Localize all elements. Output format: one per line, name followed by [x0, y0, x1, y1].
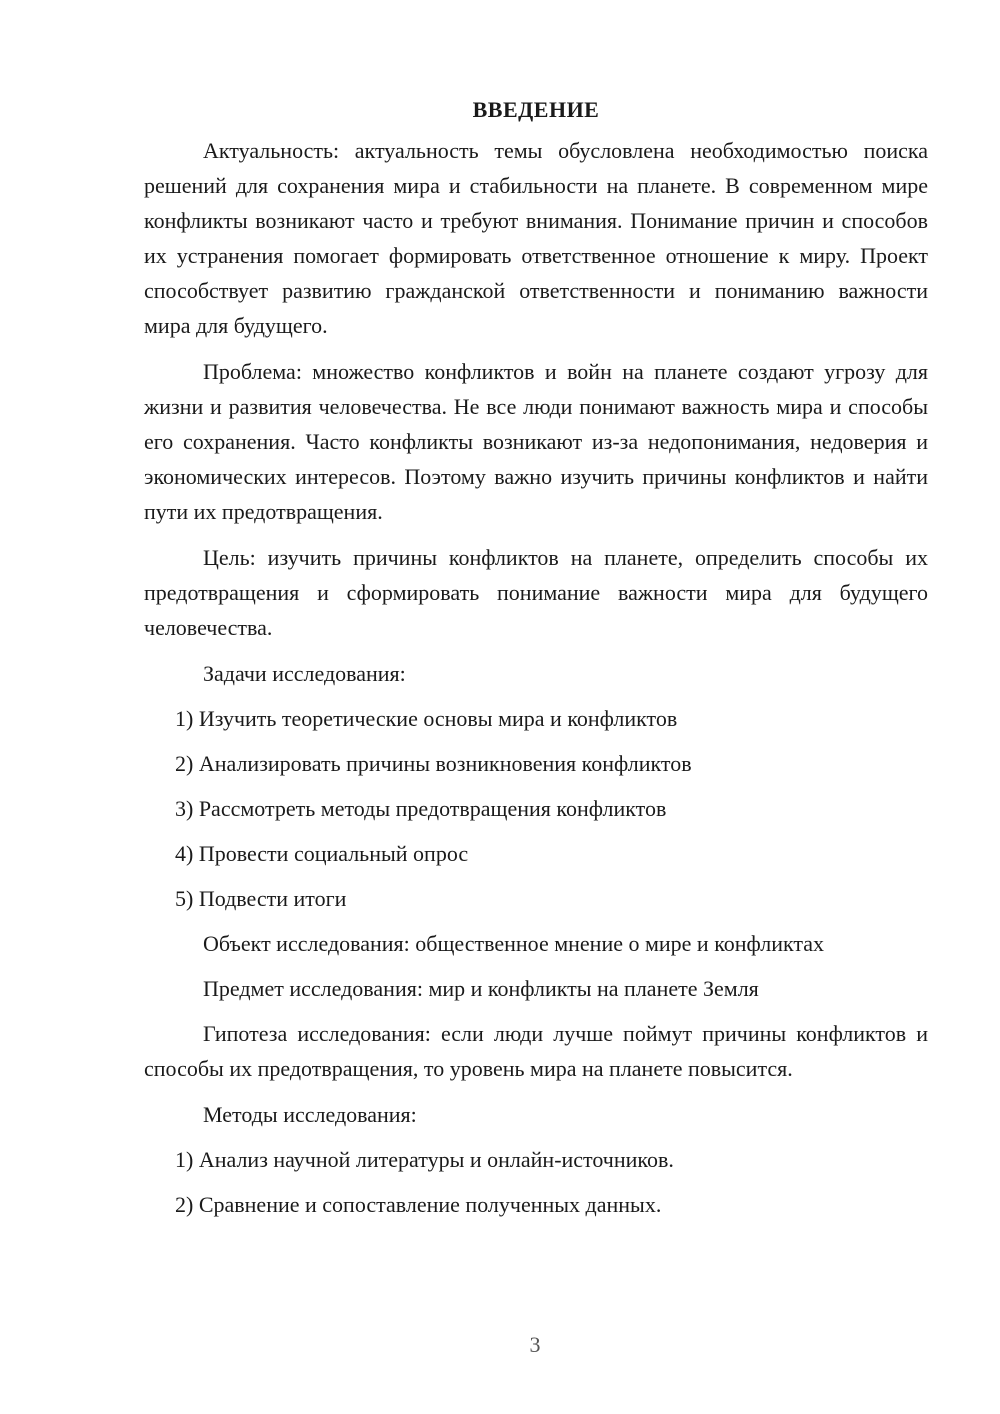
task-item: 2) Анализировать причины возникновения конфликтов — [175, 751, 692, 776]
problem-paragraph: Проблема: множество конфликтов и войн на планете создают угрозу для жизни и развития человечества. Не все люди понимают важность мира и способы его сохранения. Часто конфликты возникают из-за недопонимания, недоверия и экономических интересов. Поэтому важно изучить причины конфликтов и найти пути их предотвращения. — [144, 359, 928, 524]
method-item: 2) Сравнение и сопоставление полученных данных. — [175, 1192, 662, 1217]
task-item: 1) Изучить теоретические основы мира и конфликтов — [175, 706, 678, 731]
relevance-paragraph: Актуальность: актуальность темы обусловлена необходимостью поиска решений для сохранения мира и стабильности на планете. В современном мире конфликты возникают часто и требуют внимания. Понимание причин и способов их устранения помогает формировать ответственное отношение к миру. Проект способствует развитию гражданской ответственности и пониманию важности мира для будущего. — [144, 138, 928, 338]
page-content — [144, 92, 928, 1232]
research-object: Объект исследования: общественное мнение о мире и конфликтах — [203, 931, 825, 956]
method-item: 1) Анализ научной литературы и онлайн-источников. — [175, 1147, 674, 1172]
tasks-heading: Задачи исследования: — [203, 661, 406, 686]
task-item: 3) Рассмотреть методы предотвращения конфликтов — [175, 796, 667, 821]
task-item: 4) Провести социальный опрос — [175, 841, 469, 866]
section-title: ВВЕДЕНИЕ — [472, 97, 600, 122]
goal-paragraph: Цель: изучить причины конфликтов на планете, определить способы их предотвращения и сформировать понимание важности мира для будущего человечества. — [144, 545, 928, 640]
hypothesis-paragraph: Гипотеза исследования: если люди лучше поймут причины конфликтов и способы их предотвращения, то уровень мира на планете повысится. — [144, 1021, 928, 1081]
methods-heading: Методы исследования: — [203, 1102, 417, 1127]
page-number: 3 — [529, 1332, 541, 1357]
task-item: 5) Подвести итоги — [175, 886, 347, 911]
research-subject: Предмет исследования: мир и конфликты на планете Земля — [203, 976, 759, 1001]
